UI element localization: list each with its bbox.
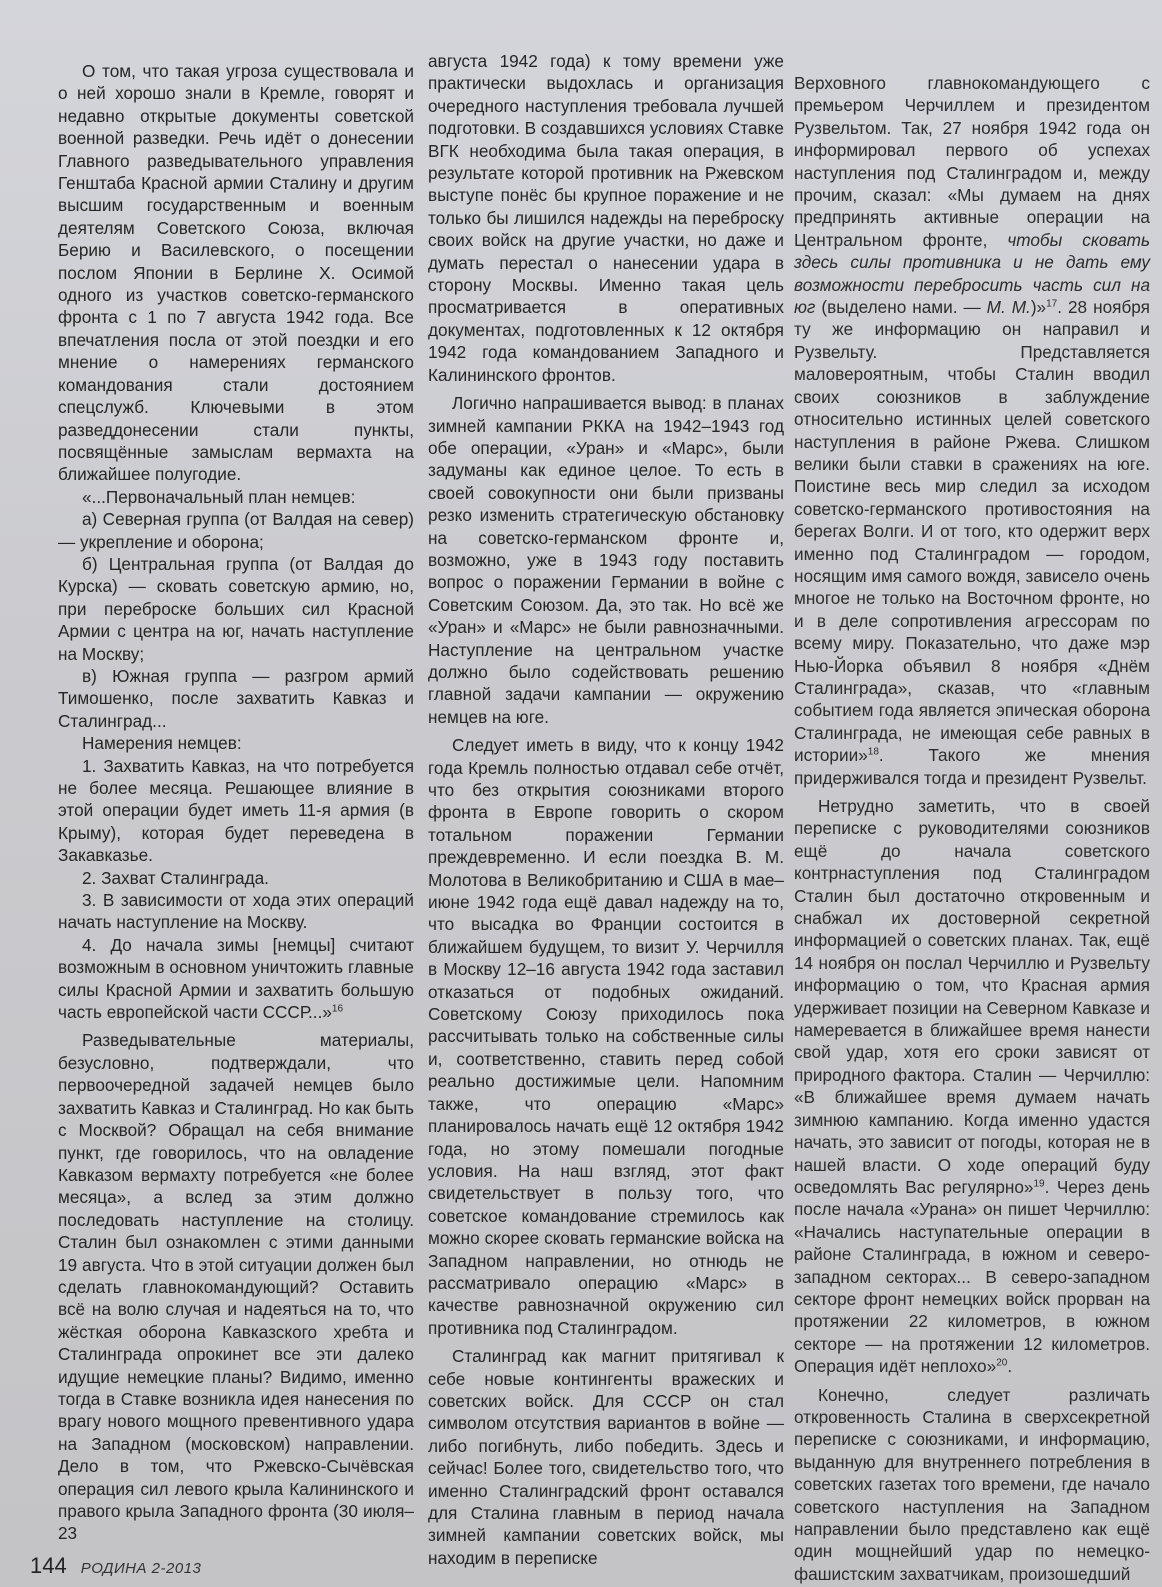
text-run: Разведывательные материалы, безусловно, подтверждали, что первоочередной задачей немцев было захватить Кавказ и Сталинград. Но как быть с Москвой? Обращал на себя внимание пункт, где говорилось, что на овладение Кавказом вермахту потребуется «не более месяца», а вслед за этим должно последовать наступление на столицу. Сталин был ознакомлен с этими данными 19 августа. Что в этой ситуации должен был сделать главнокомандующий? Оставить всё на волю случая и надеяться на то, что жёсткая оборона Кавказского хребта и Сталинграда опрокинет все эти далеко идущие немецкие планы? Видимо, именно тогда в Ставке возникла идея нанесения по врагу нового мощного превентивного удара на Западном (московском) направлении. Дело в том, что Ржевско-Сычёвская операция сил левого крыла Калининского и правого крыла Западного фронта (30 июля–23 [58,1030,414,1544]
paragraph [428,392,784,728]
paragraph [58,665,414,732]
text-run: Конечно, следует различать откровенность Сталина в сверхсекретной переписке с союзниками, и информацию, выданную для внутреннего потребления в советских газетах того времени, где начало советского наступления на Западном направлении было представлено как ещё один мощнейший удар по немецко-фашистским захватчикам, произошедший [794,1384,1150,1584]
text-run: . 28 ноября ту же информацию он направил и Рузвельту. Представляется маловероятным, чтобы Сталин вводил своих союзников в заблуждение относительно истинных целей советского наступления в районе Ржева. Слишком велики были ставки в сражениях на юге. Поистине весь мир следил за исходом советско-германского противостояния на берегах Волги. И от того, кто одержит верх именно под Сталинградом — городом, носящим имя самого вождя, зависело очень многое не только на Восточном фронте, но и в деле сопротивления агрессорам по всему миру. Показательно, что даже мэр Нью-Йорка объявил 8 ноября «Днём Сталинграда», сказав, что «главным событием года является эпическая оборона Сталинграда, не имеющая себе равных в истории» [794,297,1150,766]
footnote-ref: 20 [996,1357,1008,1369]
text-run: Намерения немцев: [82,733,242,754]
emphasized-text: М. М. [986,297,1031,318]
paragraph [428,50,784,386]
text-column-2 [428,50,784,1569]
text-run: . Через день после начала «Урана» он пишет Черчиллю: «Начались наступательные операции в районе Сталинграда, в южном и северо-западном секторах... В северо-западном секторе фронт немецких войск прорван на протяжении 22 километров, в южном секторе — на протяжении 12 километров. Операция идёт неплохо» [794,1176,1150,1377]
paragraph [58,934,414,1024]
emphasized-text: чтобы сковать здесь силы противника и не дать ему возможности перебросить часть сил на юг [794,229,1150,318]
text-run: Логично напрашивается вывод: в планах зимней кампании РККА на 1942–1943 год обе операции, «Уран» и «Марс», были задуманы как единое целое. То есть в своей совокупности они были призваны резко изменить стратегическую обстановку на советско-германском фронте и, возможно, уже в 1943 году поставить вопрос о поражении Германии в войне с Советским Союзом. Да, это так. Но всё же «Уран» и «Марс» не были равнозначными. Наступление на центральном участке должно было содействовать решению главной задачи кампании — окружению немцев на юге. [428,393,784,727]
paragraph [58,486,414,508]
paragraph [58,889,414,934]
text-run: б) Центральная группа (от Валдая до Курска) — сковать советскую армию, но, при переброске больших сил Красной Армии с центра на юг, начать наступление на Москву; [58,553,414,664]
magazine-issue: РОДИНА 2-2013 [80,1560,202,1577]
paragraph [58,60,414,486]
footnote-ref: 17 [1046,298,1058,310]
paragraph [58,508,414,553]
footnote-ref: 18 [867,746,879,758]
paragraph [58,867,414,889]
text-run: (выделено нами. — [815,297,987,318]
page-footer [30,1553,201,1582]
text-run: Нетрудно заметить, что в своей переписке с руководителями союзников ещё до начала советского контрнаступления под Сталинградом Сталин был достаточно откровенным и снабжал их достоверной секретной информацией о советских планах. Так, ещё 14 ноября он послал Черчиллю и Рузвельту информацию о том, что Красная армия удерживает позиции на Северном Кавказе и намеревается в ближайшее время нанести свой удар, хотя его сроки зависят от природного фактора. Сталин — Черчиллю: «В ближайшее время думаем начать зимнюю кампанию. Когда именно удастся начать, это зависит от погоды, которая не в нашей власти. О ходе операций буду осведомлять Вас регулярно» [794,796,1150,1197]
text-run: 4. До начала зимы [немцы] считают возможным в основном уничтожить главные силы Красной Армии и захватить большую часть европейской части СССР...» [58,934,414,1023]
paragraph [794,72,1150,789]
text-column-3 [794,72,1150,1585]
text-run: Следует иметь в виду, что к концу 1942 года Кремль полностью отдавал себе отчёт, что без открытия союзниками второго фронта в Европе говорить о скором тотальном поражении Германии преждевременно. И если поездка В. М. Молотова в Великобританию и США в мае–июне 1942 года ещё давал надежду на то, что высадка во Франции состоится в ближайшем будущем, то визит У. Черчилля в Москву 12–16 августа 1942 года заставил отказаться от подобных ожиданий. Советскому Союзу приходилось пока рассчитывать только на собственные силы и, соответственно, ставить перед собой реально достижимые цели. Напомним также, что операцию «Марс» планировалось начать ещё 12 октября 1942 года, но этому помешали погодные условия. На наш взгляд, этот факт свидетельствует в пользу того, что советское командование стремилось как можно скорее сковать германские войска на Западном направлении, но отнюдь не рассматривало операцию «Марс» в качестве равнозначной окружению сил противника под Сталинградом. [428,735,784,1338]
footnote-ref: 19 [1033,1178,1045,1190]
text-run: О том, что такая угроза существовала и о ней хорошо знали в Кремле, говорят и недавно открытые документы советской военной разведки. Речь идёт о донесении Главного разведывательного управления Генштаба Красной армии Сталину и другим высшим государственным и военным деятелям Советского Союза, включая Берию и Василевского, о посещении послом Японии в Берлине Х. Осимой одного из участков советско-германского фронта с 1 по 7 августа 1942 года. Все впечатления посла от этой поездки и его мнение о намерениях германского командования стали достоянием спецслужб. Ключевыми в этом разведдонесении стали пункты, посвящённые замыслам вермахта на ближайшее полугодие. [58,61,414,485]
text-column-1 [58,60,414,1545]
text-run: августа 1942 года) к тому времени уже практически выдохлась и организация очередного наступления требовала лучшей подготовки. В создавшихся условиях Ставке ВГК необходима была такая операция, в результате которой противник на Ржевском выступе понёс бы крупное поражение и не только бы лишился надежды на переброску своих войск на другие участки, но даже и думать перестал о нанесении удара в сторону Москвы. Именно такая цель просматривается в оперативных документах, подготовленных к 12 октября 1942 года командованием Западного и Калининского фронтов. [428,51,784,385]
text-run: . [1007,1356,1013,1377]
text-run: 2. Захват Сталинграда. [82,867,269,888]
paragraph [428,734,784,1339]
text-run: )» [1030,297,1047,318]
text-run: Сталинград как магнит притягивал к себе новые контингенты вражеских и советских войск. Для СССР он стал символом отсутствия вариантов в войне — либо погибнуть, либо победить. Здесь и сейчас! Более того, свидетельство того, что именно Сталинградский фронт оставался для Сталина главным в период начала зимней кампании советских войск, мы находим в переписке [428,1346,784,1568]
paragraph [794,795,1150,1378]
text-run: 1. Захватить Кавказ, на что потребуется не более месяца. Решающее влияние в этой операции будет иметь 11-я армия (в Крыму), которая будет переведена в Закавказье. [58,755,414,866]
paragraph [58,755,414,867]
text-run: «...Первоначальный план немцев: [82,486,356,507]
text-run: в) Южная группа — разгром армий Тимошенко, после захватить Кавказ и Сталинград... [58,665,414,731]
paragraph [58,553,414,665]
paragraph [428,1345,784,1569]
text-run: Верховного главнокомандующего с премьером Черчиллем и президентом Рузвельтом. Так, 27 ноября 1942 года он информировал первого об успехах наступления под Сталинградом и, между прочим, сказал: «Мы думаем на днях предпринять активные операции на Центральном фронте, [794,73,1150,250]
page-number: 144 [30,1553,67,1578]
footnote-ref: 16 [331,1003,344,1015]
text-run: 3. В зависимости от хода этих операций начать наступление на Москву. [58,890,414,933]
paragraph [58,732,414,754]
text-run: а) Северная группа (от Валдая на север) — укрепление и оборона; [58,509,414,552]
text-run: . Такого же мнения придерживался тогда и президент Рузвельт. [794,745,1150,788]
paragraph [58,1029,414,1544]
